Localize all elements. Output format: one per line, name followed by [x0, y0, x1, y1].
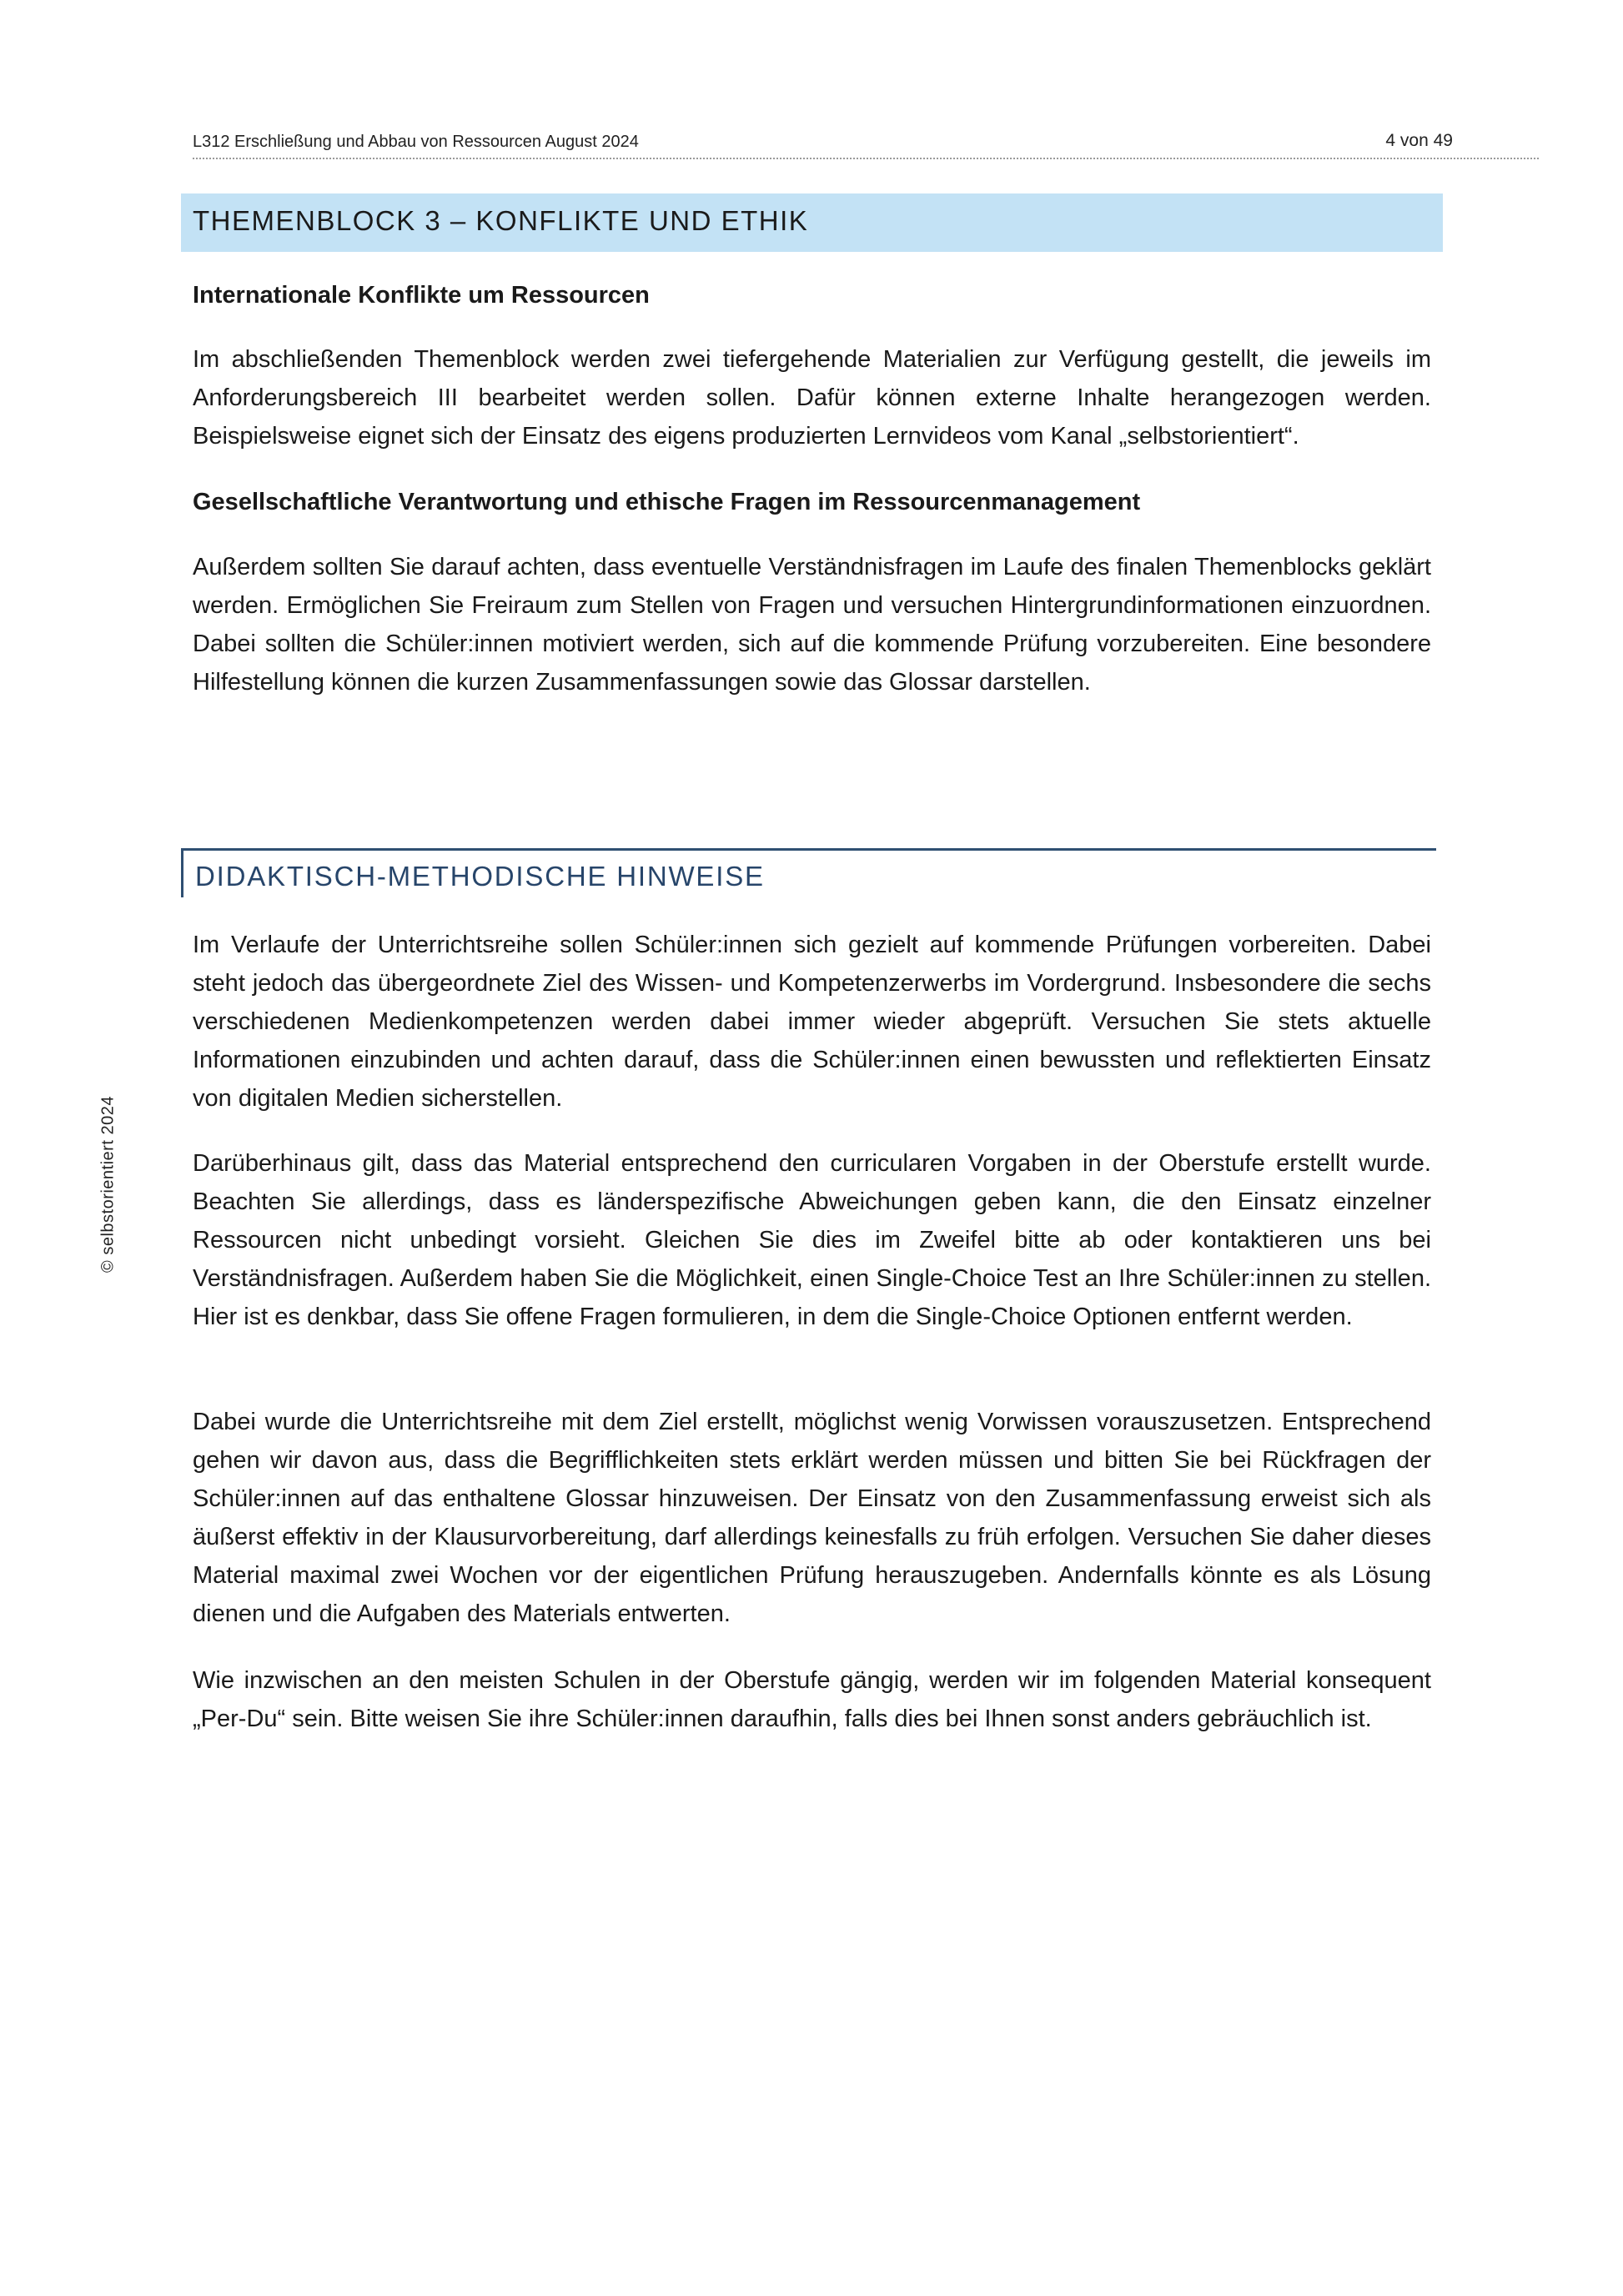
themenblock-banner-title: THEMENBLOCK 3 – KONFLIKTE UND ETHIK — [193, 205, 809, 236]
paragraph: Dabei wurde die Unterrichtsreihe mit dem Ziel erstellt, möglichst wenig Vorwissen vorauszusetzen. Entsprechend gehen wir davon aus, dass die Begrifflichkeiten stets erklärt werden müssen und bitten Sie bei Rückfragen der Schüler:innen auf das enthaltene Glossar hinzuweisen. Der Einsatz von den Zusammenfassung erweist sich als äußerst effektiv in der Klausurvorbereitung, darf allerdings keinesfalls zu früh erfolgen. Versuchen Sie daher dieses Material maximal zwei Wochen vor der eigentlichen Prüfung herauszugeben. Andernfalls könnte es als Lösung dienen und die Aufgaben des Materials entwerten. — [193, 1409, 1431, 1627]
copyright-sidebar: © selbstorientiert 2024 — [98, 1096, 118, 1273]
document-title: L312 Erschließung und Abbau von Ressourcen August 2024 — [193, 133, 639, 151]
page-number: 4 von 49 — [1385, 131, 1453, 150]
didaktik-paragraph-1 — [193, 926, 1431, 1118]
section-international-conflicts-body — [193, 340, 1431, 455]
didaktik-paragraph-4 — [193, 1661, 1431, 1738]
section-ethics — [193, 485, 1431, 519]
didaktik-paragraph-2 — [193, 1144, 1431, 1336]
section-international-conflicts — [193, 279, 1431, 312]
paragraph: Darüberhinaus gilt, dass das Material entsprechend den curricularen Vorgaben in der Oberstufe erstellt wurde. Beachten Sie allerdings, dass es länderspezifische Abweichungen geben kann, die den Einsatz einzelner Ressourcen nicht unbedingt vorsieht. Gleichen Sie dies im Zweifel bitte ab oder kontaktieren uns bei Verständnisfragen. Außerdem haben Sie die Möglichkeit, einen Single-Choice Test an Ihre Schüler:innen zu stellen. Hier ist es denkbar, dass Sie offene Fragen formulieren, in dem die Single-Choice Optionen entfernt werden. — [193, 1150, 1431, 1330]
running-header — [193, 131, 1539, 159]
themenblock-banner — [181, 193, 1443, 252]
didaktik-heading: DIDAKTISCH-METHODISCHE HINWEISE — [195, 861, 765, 892]
paragraph: Wie inzwischen an den meisten Schulen in der Oberstufe gängig, werden wir im folgenden Material konsequent „Per-Du“ sein. Bitte weisen Sie ihre Schüler:innen daraufhin, falls dies bei Ihnen sonst anders gebräuchlich ist. — [193, 1667, 1431, 1732]
paragraph: Außerdem sollten Sie darauf achten, dass eventuelle Verständnisfragen im Laufe des finalen Themenblocks geklärt werden. Ermöglichen Sie Freiraum zum Stellen von Fragen und versuchen Hintergrundinformationen einzuordnen. Dabei sollten die Schüler:innen motiviert werden, sich auf die kommende Prüfung vorzubereiten. Eine besondere Hilfestellung können die kurzen Zusammenfassungen sowie das Glossar darstellen. — [193, 554, 1431, 696]
paragraph: Im abschließenden Themenblock werden zwei tiefergehende Materialien zur Verfügung gestellt, die jeweils im Anforderungsbereich III bearbeitet werden sollen. Dafür können externe Inhalte herangezogen werden. Beispielsweise eignet sich der Einsatz des eigens produzierten Lernvideos vom Kanal „selbstorientiert“. — [193, 346, 1431, 450]
section-heading: Internationale Konflikte um Ressourcen — [193, 282, 650, 309]
didaktik-paragraph-3 — [193, 1403, 1431, 1633]
section-ethics-body — [193, 548, 1431, 701]
paragraph: Im Verlaufe der Unterrichtsreihe sollen Schüler:innen sich gezielt auf kommende Prüfungen vorbereiten. Dabei steht jedoch das übergeordnete Ziel des Wissen- und Kompetenzerwerbs im Vordergrund. Insbesondere die sechs verschiedenen Medienkompetenzen werden dabei immer wieder abgeprüft. Versuchen Sie stets aktuelle Informationen einzubinden und achten darauf, dass die Schüler:innen einen bewussten und reflektierten Einsatz von digitalen Medien sicherstellen. — [193, 932, 1431, 1112]
section-heading: Gesellschaftliche Verantwortung und ethische Fragen im Ressourcenmanagement — [193, 489, 1141, 515]
didaktik-heading-box — [181, 848, 1436, 897]
